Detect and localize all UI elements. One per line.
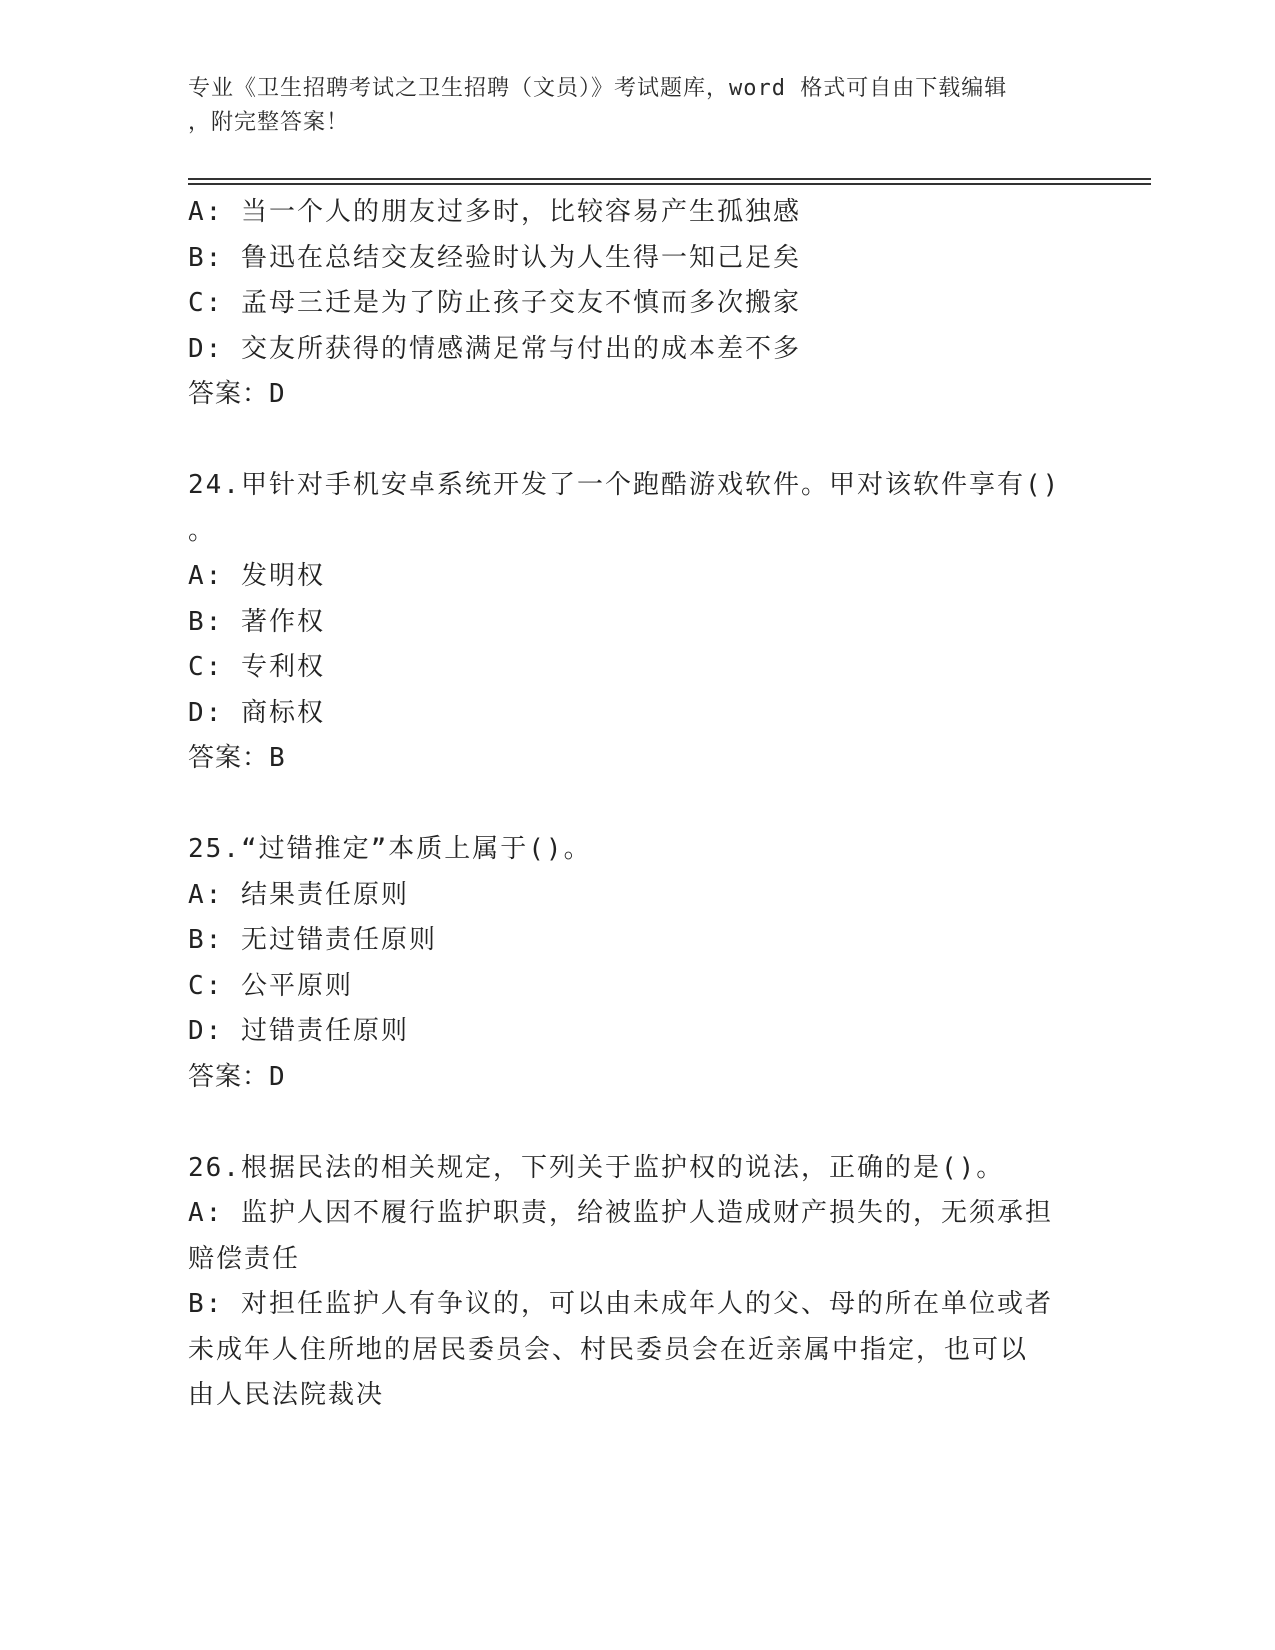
spacer xyxy=(188,418,1088,464)
header-rule-bottom xyxy=(188,183,1151,185)
q24-option-d: D: 商标权 xyxy=(188,697,325,728)
q25-stem: 25.“过错推定”本质上属于()。 xyxy=(188,834,592,864)
q23-answer: 答案：D xyxy=(188,379,286,409)
spacer xyxy=(188,782,1088,828)
q25-option-c: C: 公平原则 xyxy=(188,970,353,1001)
header-line-1: 专业《卫生招聘考试之卫生招聘（文员）》考试题库，word 格式可自由下载编辑 xyxy=(188,76,1008,101)
q26-option-b-line-3: 由人民法院裁决 xyxy=(188,1380,385,1410)
q23-option-b: B: 鲁迅在总结交友经验时认为人生得一知己足矣 xyxy=(188,242,801,273)
q24-stem-line-2: 。 xyxy=(188,515,217,546)
q24-option-c: C: 专利权 xyxy=(188,652,325,682)
header-rule-top xyxy=(188,178,1151,180)
q24-option-a: A: 发明权 xyxy=(188,561,325,591)
question-list xyxy=(188,190,1088,1419)
q24-option-b: B: 著作权 xyxy=(188,606,325,637)
q26-option-b-line-1: B: 对担任监护人有争议的，可以由未成年人的父、母的所在单位或者 xyxy=(188,1289,1053,1319)
q24-stem-line-1: 24.甲针对手机安卓系统开发了一个跑酷游戏软件。甲对该软件享有() xyxy=(188,470,1061,500)
q25-option-b: B: 无过错责任原则 xyxy=(188,925,437,955)
q25-answer: 答案：D xyxy=(188,1061,286,1092)
q25-option-d: D: 过错责任原则 xyxy=(188,1016,409,1046)
q23-option-c: C: 孟母三迁是为了防止孩子交友不慎而多次搬家 xyxy=(188,288,801,318)
q24-answer: 答案：B xyxy=(188,743,286,773)
q25-option-a: A: 结果责任原则 xyxy=(188,879,409,910)
q26-option-a-line-1: A: 监护人因不履行监护职责，给被监护人造成财产损失的，无须承担 xyxy=(188,1198,1053,1228)
q26-stem: 26.根据民法的相关规定，下列关于监护权的说法，正确的是()。 xyxy=(188,1152,1005,1183)
header-line-2: ，附完整答案！ xyxy=(188,110,350,135)
q23-option-d: D: 交友所获得的情感满足常与付出的成本差不多 xyxy=(188,333,801,364)
q23-option-a: A: 当一个人的朋友过多时，比较容易产生孤独感 xyxy=(188,197,801,227)
q26-option-b-line-2: 未成年人住所地的居民委员会、村民委员会在近亲属中指定，也可以 xyxy=(188,1334,1029,1365)
document-header xyxy=(188,72,1068,140)
spacer xyxy=(188,1100,1088,1146)
q26-option-a-line-2: 赔偿责任 xyxy=(188,1243,301,1274)
